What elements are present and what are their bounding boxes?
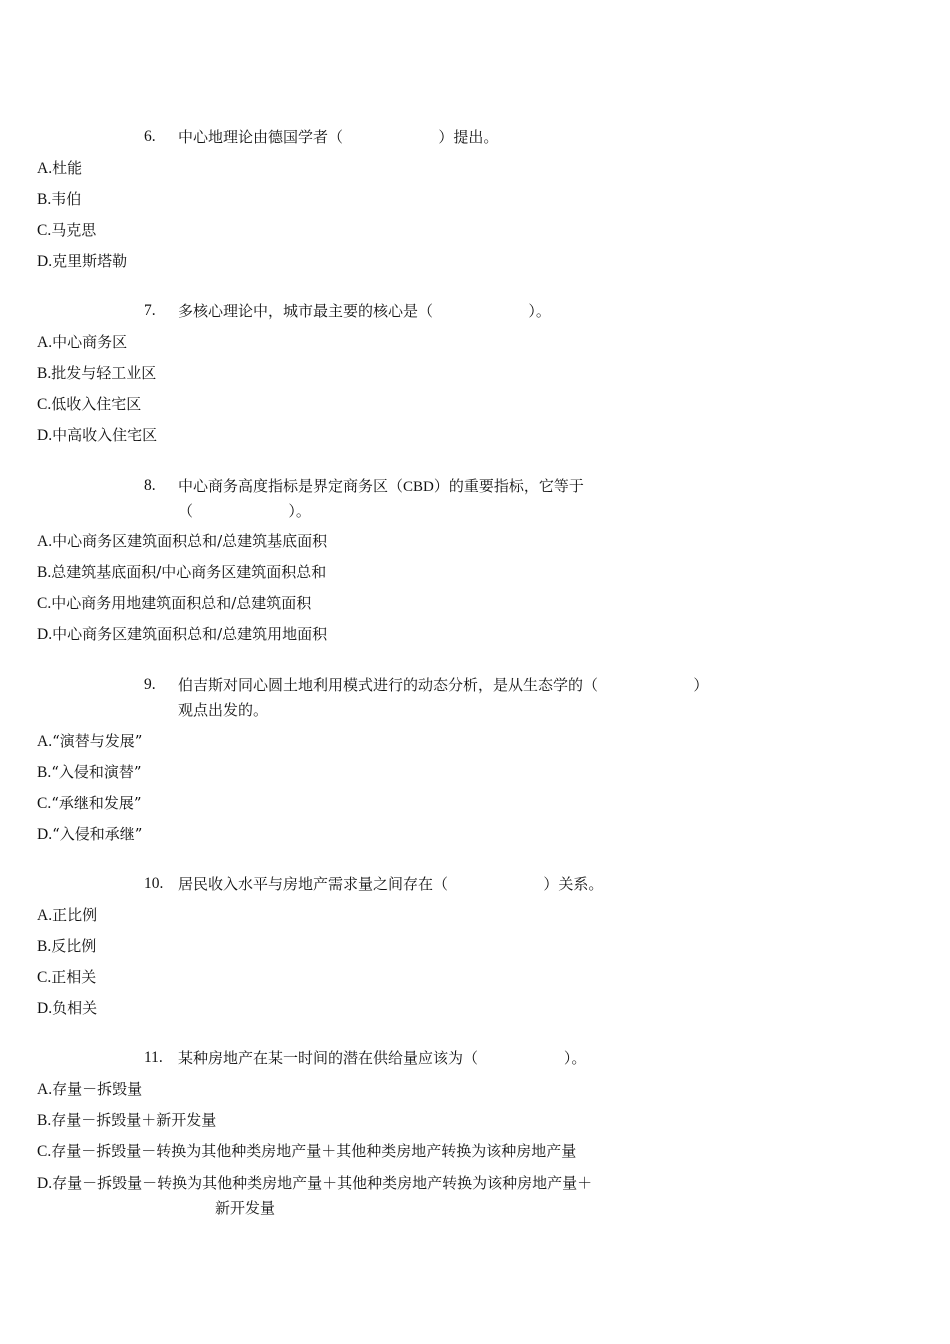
option-b: B.总建筑基底面积/中心商务区建筑面积总和 [37, 563, 327, 581]
option-c: C.正相关 [37, 968, 97, 986]
option-d: D.存量－拆毁量－转换为其他种类房地产量＋其他种类房地产转换为该种房地产量＋ [37, 1174, 593, 1192]
option-b: B.反比例 [37, 937, 97, 955]
question-number: 11. [144, 1049, 163, 1066]
question-6 [144, 125, 824, 149]
option-a: A.“演替与发展” [37, 732, 143, 750]
question-text: 居民收入水平与房地产需求量之间存在（ ）关系。 [178, 875, 604, 893]
option-b: B.存量－拆毁量＋新开发量 [37, 1111, 217, 1129]
option-a: A.中心商务区 [37, 333, 128, 351]
option-c: C.存量－拆毁量－转换为其他种类房地产量＋其他种类房地产转换为该种房地产量 [37, 1142, 577, 1160]
option-a: A.杜能 [37, 159, 83, 177]
option-c: C.“承继和发展” [37, 794, 142, 812]
answer-blank[interactable] [448, 875, 543, 893]
answer-blank[interactable] [343, 128, 438, 146]
option-d: D.中心商务区建筑面积总和/总建筑用地面积 [37, 625, 328, 643]
question-text: 伯吉斯对同心圆土地利用模式进行的动态分析，是从生态学的（ ） [178, 676, 709, 694]
question-stem [144, 872, 824, 896]
question-stem [144, 673, 824, 697]
question-text-line2: （ ）。 [178, 502, 311, 520]
option-d: D.中高收入住宅区 [37, 426, 158, 444]
question-number: 7. [144, 302, 156, 319]
question-9 [144, 673, 824, 719]
option-b: B.批发与轻工业区 [37, 364, 157, 382]
answer-blank[interactable] [478, 1049, 564, 1067]
option-b: B.韦伯 [37, 190, 82, 208]
question-number: 8. [144, 477, 156, 494]
option-b: B.“入侵和演替” [37, 763, 142, 781]
option-a: A.正比例 [37, 906, 98, 924]
option-d: D.克里斯塔勒 [37, 252, 128, 270]
question-stem [144, 1046, 824, 1070]
question-text: 中心商务高度指标是界定商务区（CBD）的重要指标，它等于 [178, 477, 584, 495]
answer-blank[interactable] [433, 302, 528, 320]
question-7 [144, 299, 824, 323]
question-8 [144, 474, 824, 520]
option-c: C.马克思 [37, 221, 97, 239]
option-d: D.负相关 [37, 999, 98, 1017]
option-c: C.中心商务用地建筑面积总和/总建筑面积 [37, 594, 312, 612]
question-stem [144, 125, 824, 149]
question-text: 某种房地产在某一时间的潜在供给量应该为（ ）。 [178, 1049, 587, 1067]
option-a: A.中心商务区建筑面积总和/总建筑基底面积 [37, 532, 328, 550]
question-number: 10. [144, 875, 164, 892]
option-a: A.存量－拆毁量 [37, 1080, 143, 1098]
option-d-continuation: 新开发量 [215, 1199, 276, 1217]
option-c: C.低收入住宅区 [37, 395, 142, 413]
question-text: 中心地理论由德国学者（ ）提出。 [178, 128, 499, 146]
question-text-line2: 观点出发的。 [178, 701, 269, 719]
question-10 [144, 872, 824, 896]
question-number: 9. [144, 676, 156, 693]
option-d: D.“入侵和承继” [37, 825, 143, 843]
question-11 [144, 1046, 824, 1070]
question-text: 多核心理论中，城市最主要的核心是（ ）。 [178, 302, 551, 320]
question-stem [144, 299, 824, 323]
question-number: 6. [144, 128, 156, 145]
question-stem [144, 474, 824, 498]
